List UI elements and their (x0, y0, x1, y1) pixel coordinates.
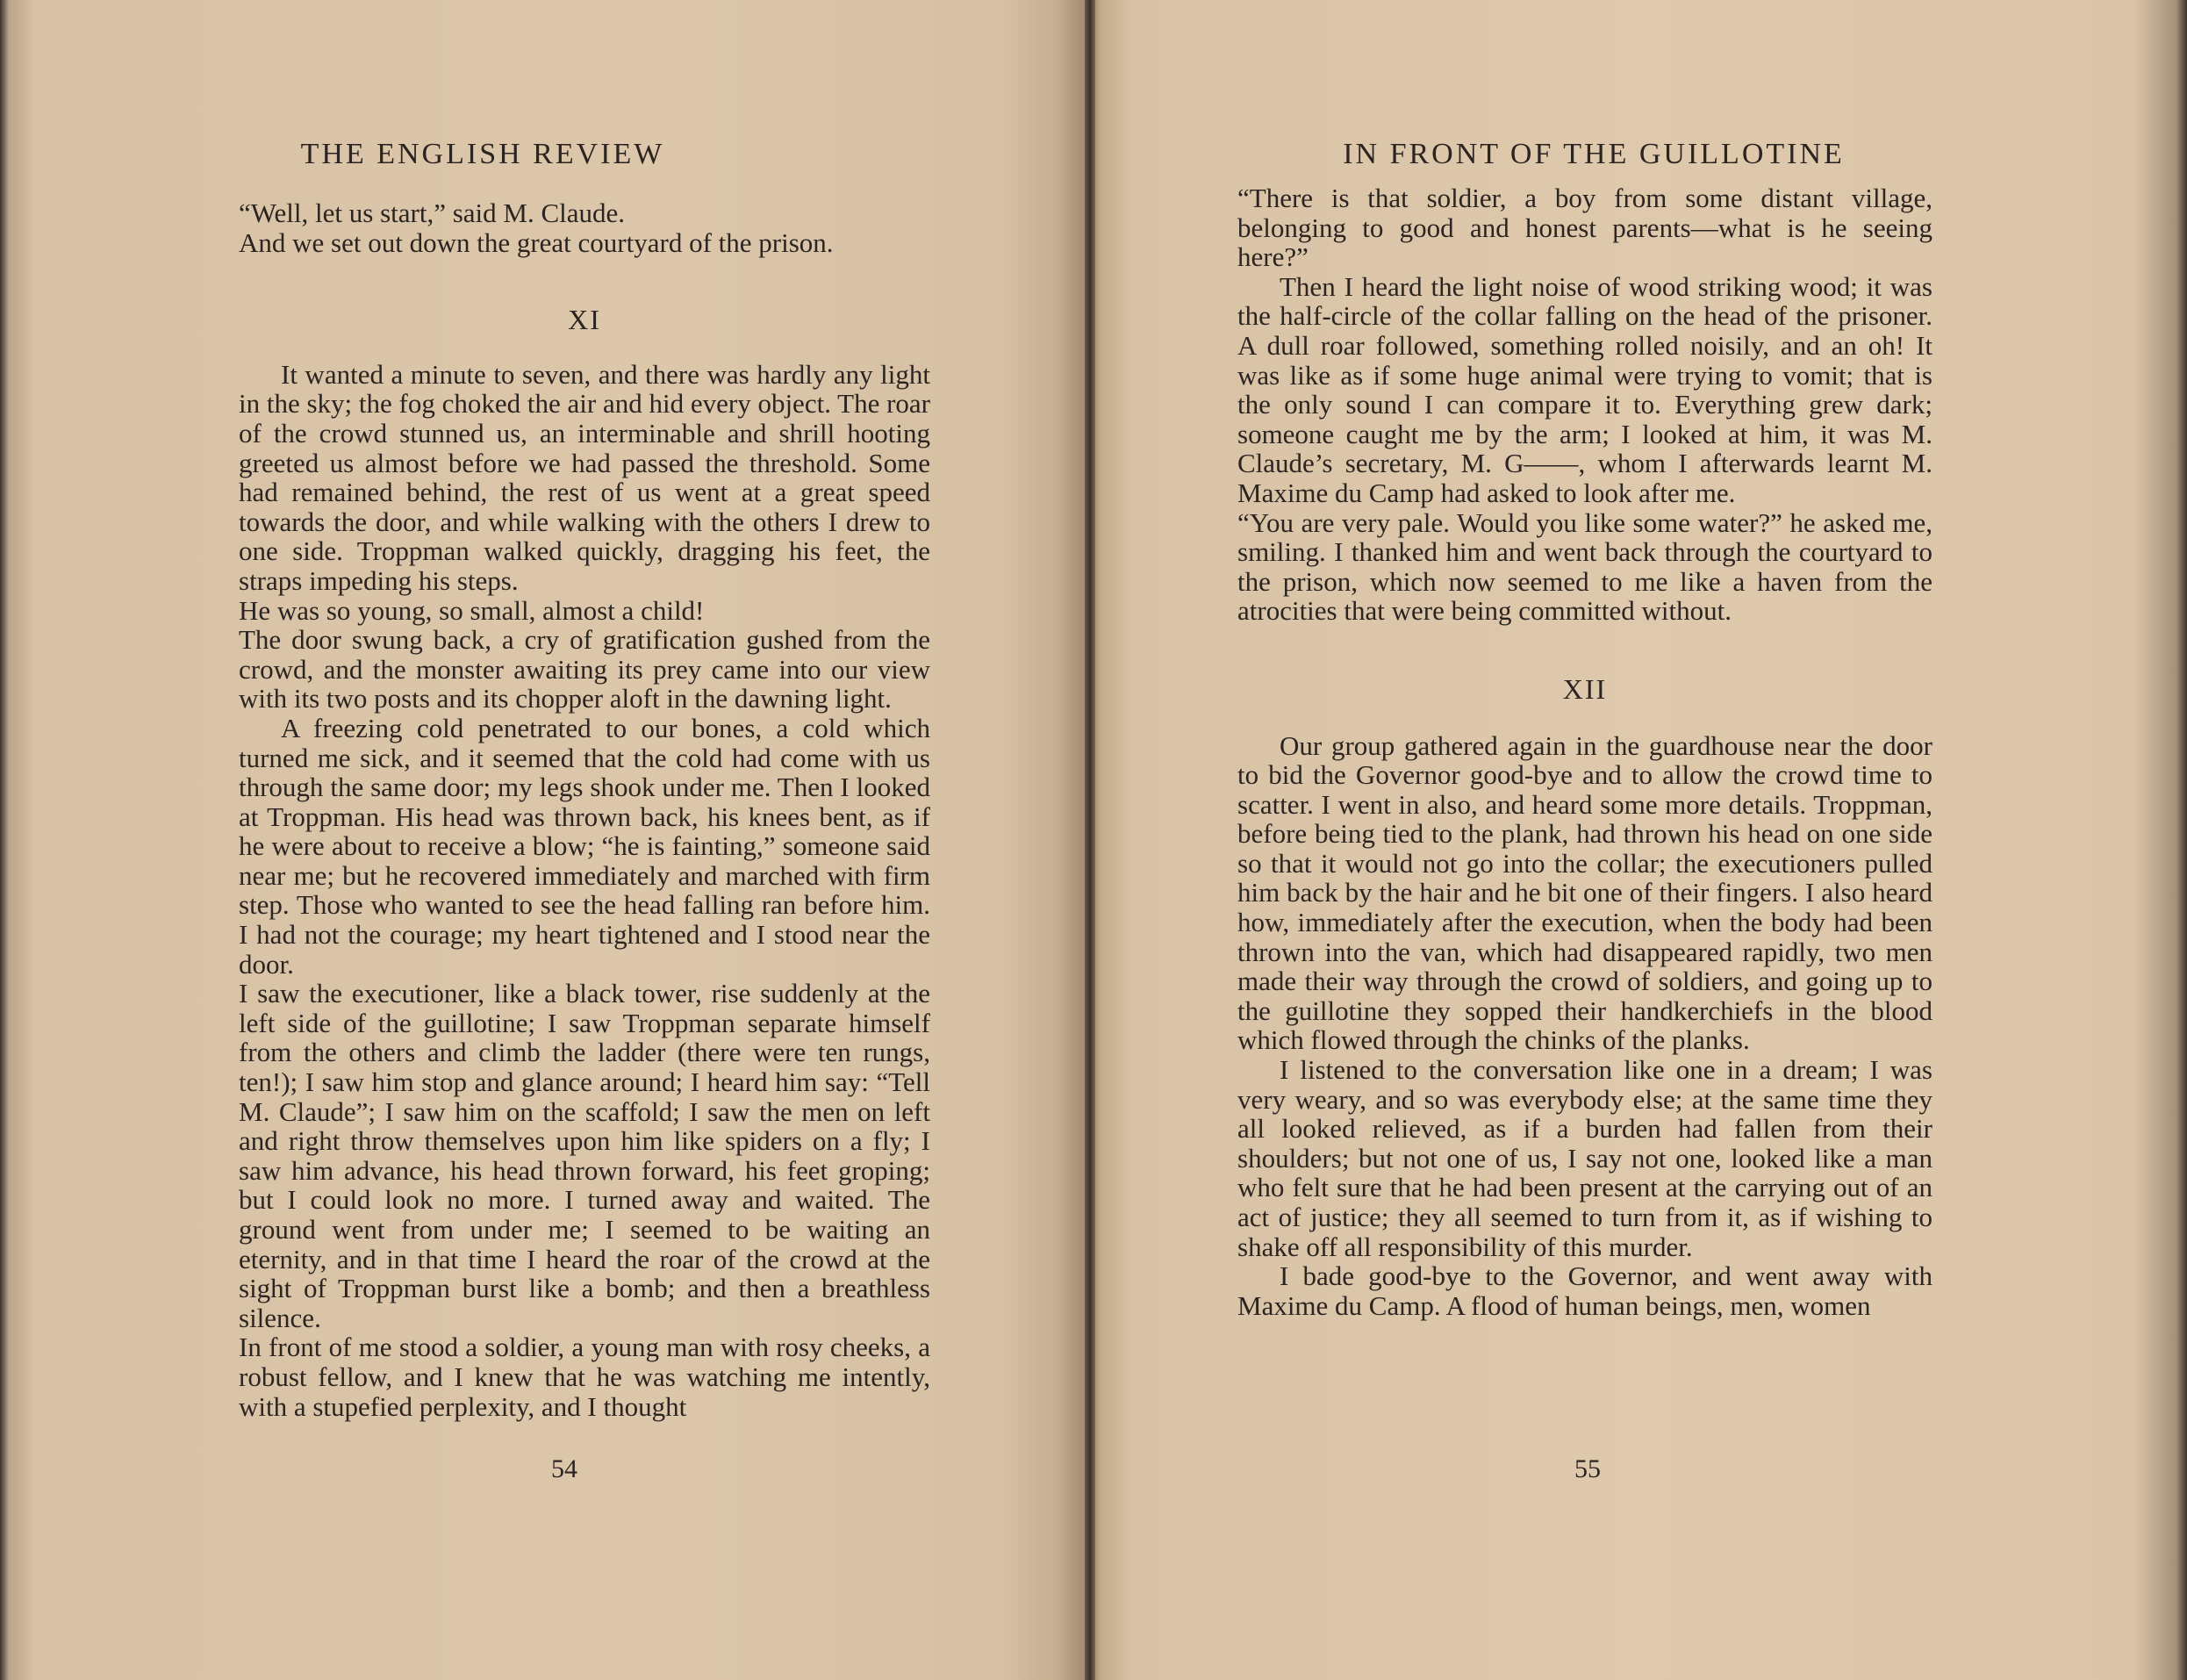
left-top-paragraph-1: “Well, let us start,” said M. Claude. (239, 197, 626, 228)
running-head-left: THE ENGLISH REVIEW (300, 138, 665, 170)
left-paragraph-1: It wanted a minute to seven, and there was hardly any light in the sky; the fog choked the air and hid every object. The roar of the crowd stunned us, an interminable and shrill hooting greeted us almost before we had passed the threshold. Some had remained behind, the rest of us went at a great speed towards the door, and while walking with the others I drew to one side. Troppman walked quickly, dragging his feet, the straps impeding his steps. (239, 358, 930, 596)
right-top-paragraph-1: “There is that soldier, a boy from some distant village, belonging to good and honest parents—what is he seeing here?” (1237, 183, 1932, 273)
right-page (1088, 0, 2187, 1680)
left-paragraph-4: A freezing cold penetrated to our bones, a cold which turned me sick, and it seemed that the cold had come with us through the same door; my legs shook under me. Then I looked at Troppman. His head was thrown back, his knees bent, as if he were about to receive a blow; “he is fainting,” someone said near me; but he recovered immediately and marched with firm step. Those who wanted to see the head falling ran before him. I had not the courage; my heart tightened and I stood near the door. (239, 712, 930, 980)
right-top-paragraph-3: “You are very pale. Would you like some water?” he asked me, smiling. I thanked him and went back through the courtyard to the prison, which now seemed to me like a haven from the atrocities that were being committed without. (1237, 506, 1932, 627)
left-paragraph-3: The door swung back, a cry of gratification gushed from the crowd, and the monster awaiting its prey came into our view with its two posts and its chopper aloft in the dawning light. (239, 624, 930, 714)
left-paragraph-2: He was so young, so small, almost a child! (239, 594, 705, 626)
right-paragraph-2: I listened to the conversation like one in a dream; I was very weary, and so was everybody else; at the same time they all looked relieved, as if a burden had fallen from their shoulders; but not one of us, I say not one, looked like a man who felt sure that he had been present at the carrying out of an act of justice; they all seemed to turn from it, as if wishing to shake off all responsibility of this murder. (1237, 1054, 1932, 1262)
left-paragraph-6: In front of me stood a soldier, a young man with rosy cheeks, a robust fellow, and I knew that he was watching me intently, with a stupefied perplexity, and I thought (239, 1332, 930, 1422)
page-number-left: 54 (551, 1454, 577, 1483)
book-gutter (1085, 0, 1095, 1680)
left-paragraph-5: I saw the executioner, like a black tower, rise suddenly at the left side of the guillotine; I saw Troppman separate himself from the others and climb the ladder (there were ten rungs, ten!); I saw him stop and glance around; I heard him say: “Tell M. Claude”; I saw him on the scaffold; I saw the men on left and right throw themselves upon him like spiders on a fly; I saw him advance, his head thrown forward, his feet groping; but I could look no more. I turned away and waited. The ground went from under me; I seemed to be waiting an eternity, and in that time I heard the roar of the crowd at the sight of Troppman burst like a bomb; and then a breathless silence. (239, 978, 930, 1333)
running-head-right: IN FRONT OF THE GUILLOTINE (1343, 138, 1845, 170)
right-text-block (1237, 183, 1932, 1320)
right-paragraph-1: Our group gathered again in the guardhouse near the door to bid the Governor good-bye and to allow the crowd time to scatter. I went in also, and heard some more details. Troppman, before being tied to the plank, had thrown his head on one side so that it would not go into the collar; the executioners pulled him back by the hair and he bit one of their fingers. I also heard how, immediately after the execution, when the body had been thrown into the van, which had disappeared rapidly, two men made their way through the crowd of soldiers, and going up to the guillotine they sopped their handkerchiefs in the blood which flowed through the chinks of the planks. (1237, 729, 1932, 1056)
right-top-paragraph-2: Then I heard the light noise of wood striking wood; it was the half-circle of the collar falling on the head of the prisoner. A dull roar followed, something rolled noisily, and an oh! It was like as if some huge animal were trying to vomit; that is the only sound I can compare it to. Everything grew dark; someone caught me by the arm; I looked at him, it was M. Claude’s secretary, M. G——, whom I afterwards learnt M. Maxime du Camp had asked to look after me. (1237, 270, 1932, 508)
left-text-block (239, 198, 930, 1421)
chapter-heading-xi: XI (568, 304, 601, 336)
left-top-paragraph-2: And we set out down the great courtyard of the prison. (239, 226, 834, 258)
left-page (0, 0, 1088, 1680)
chapter-heading-xii: XII (1562, 672, 1608, 705)
page-number-right: 55 (1574, 1454, 1601, 1483)
right-paragraph-3: I bade good-bye to the Governor, and went away with Maxime du Camp. A flood of human beings, men, women (1237, 1260, 1932, 1321)
